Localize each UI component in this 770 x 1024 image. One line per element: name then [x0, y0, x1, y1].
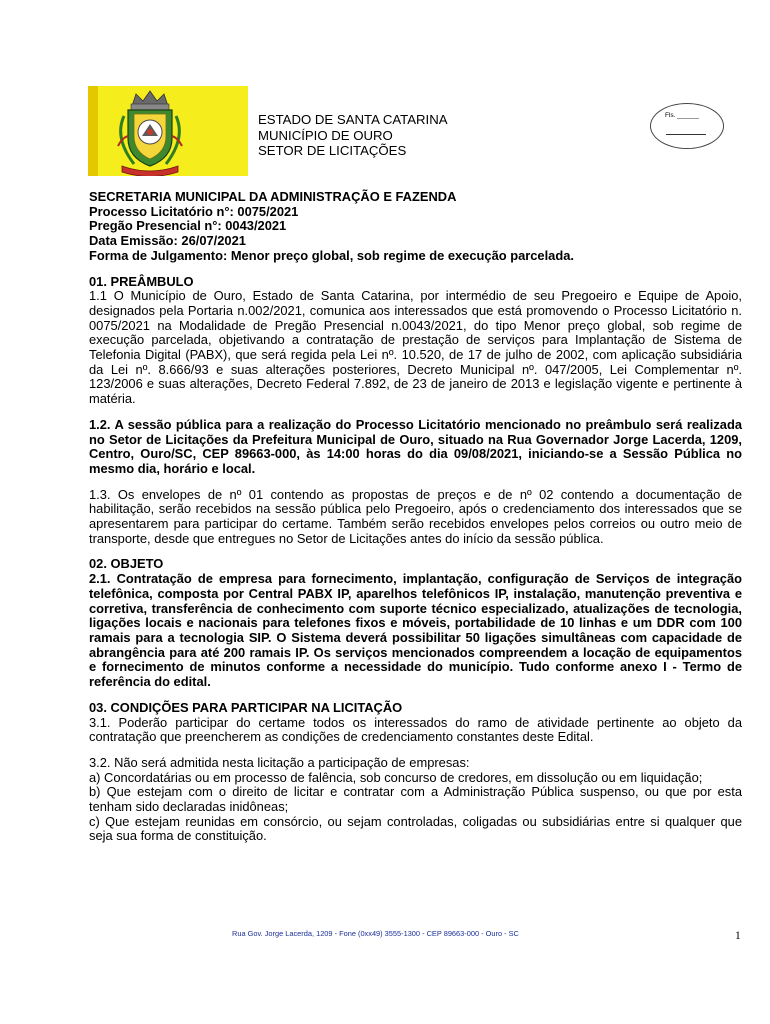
- footer-address: Rua Gov. Jorge Lacerda, 1209 - Fone (0xx49) 3555-1300 - CEP 89663-000 - Ouro - SC: [232, 929, 519, 938]
- section-02-heading: 02. OBJETO: [89, 556, 164, 572]
- item-c: c) Que estejam reunidas em consórcio, ou sejam controladas, coligadas ou subsidiárias entre si qualquer que seja sua forma de constituição.: [89, 813, 742, 844]
- header-state: ESTADO DE SANTA CATARINA: [258, 112, 448, 127]
- emission-date: Data Emissão: 26/07/2021: [89, 233, 246, 249]
- secretaria-title: SECRETARIA MUNICIPAL DA ADMINISTRAÇÃO E FAZENDA: [89, 189, 457, 204]
- coat-of-arms-icon: [88, 86, 248, 176]
- paragraph-1-1: 1.1 O Município de Ouro, Estado de Santa Catarina, por intermédio de seu Pregoeiro e Equipe de Apoio, designados pela Portaria n.002/2021, comunica aos interessados que está promovendo o Processo Licitatório n. 0075/2021 na Modalidade de Pregão Presencial n.0043/2021, do tipo Menor preço global, sob regime de execução parcelada, objetivando a contratação de prestação de serviços para Implantação de Sistema de Telefonia Digital (PABX), que será regida pela Lei nº. 10.520, de 17 de julho de 2002, com aplicação subsidiária da Lei nº. 8.666/93 e suas alterações posteriores, Decreto Municipal nº. 047/2005, Lei Complementar nº. 123/2006 e suas alterações, Decreto Federal 7.892, de 23 de janeiro de 2013 e legislação vigente e pertinente à matéria.: [89, 288, 742, 407]
- paragraph-1-3: 1.3. Os envelopes de nº 01 contendo as propostas de preços e de nº 02 contendo a documentação de habilitação, serão recebidos na sessão pública pelo Pregoeiro, após o credenciamento dos interessados que se apresentarem para participar do certame. Também serão recebidos envelopes pelos correios ou outro meio de transporte, desde que entregues no Setor de Licitações antes do início da sessão pública.: [89, 486, 742, 546]
- header-sector: SETOR DE LICITAÇÕES: [258, 143, 407, 158]
- header-institution: [258, 112, 448, 159]
- paragraph-3-2: 3.2. Não será admitida nesta licitação a participação de empresas:: [89, 754, 470, 770]
- section-03-heading: 03. CONDIÇÕES PARA PARTICIPAR NA LICITAÇÃO: [89, 699, 403, 715]
- paragraph-2-1: 2.1. Contratação de empresa para fornecimento, implantação, configuração de Serviços de integração telefônica, composta por Central PABX IP, aparelhos telefônicos IP, instalação, manutenção preventiva e corretiva, transferência de conhecimento com suporte técnico especializado, atualizações de tecnologia, ligações locais e nacionais para telefones fixos e móveis, portabilidade de 10 linhas e um DDR com 100 ramais para a tecnologia SIP. O Sistema deverá possibilitar 50 ligações simultâneas com capacidade de abrangência para até 200 ramais IP. Os serviços mencionados compreendem a locação de equipamentos e fornecimento de minutos conforme a necessidade do município. Tudo conforme anexo I - Termo de referência do edital.: [89, 571, 742, 690]
- judgment-form: Forma de Julgamento: Menor preço global, sob regime de execução parcelada.: [89, 247, 574, 263]
- pregao-number: Pregão Presencial n°: 0043/2021: [89, 218, 287, 234]
- item-a: a) Concordatárias ou em processo de falência, sob concurso de credores, em dissolução ou em liquidação;: [89, 769, 703, 785]
- processo-number: Processo Licitatório n°: 0075/2021: [89, 203, 299, 219]
- paragraph-3-1: 3.1. Poderão participar do certame todos os interessados do ramo de atividade pertinente ao objeto da contratação que preencherem as condições de credenciamento constantes deste Edital.: [89, 714, 742, 745]
- header-municipality: MUNICÍPIO DE OURO: [258, 127, 393, 143]
- section-01-heading: 01. PREÂMBULO: [89, 273, 194, 289]
- document-body: [89, 190, 742, 844]
- page-number: 1: [735, 930, 741, 942]
- folio-line: [666, 134, 706, 135]
- folio-stamp: [650, 103, 724, 149]
- item-b: b) Que estejam com o direito de licitar e contratar com a Administração Pública suspenso, ou que por esta tenham sido declaradas inidôneas;: [89, 784, 742, 815]
- folio-label: Fls. ______: [665, 112, 699, 119]
- paragraph-1-2: 1.2. A sessão pública para a realização do Processo Licitatório mencionado no preâmbulo será realizada no Setor de Licitações da Prefeitura Municipal de Ouro, situado na Rua Governador Jorge Lacerda, 1209, Centro, Ouro/SC, CEP 89663-000, às 14:00 horas do dia 09/08/2021, iniciando-se a Sessão Pública no mesmo dia, horário e local.: [89, 416, 742, 476]
